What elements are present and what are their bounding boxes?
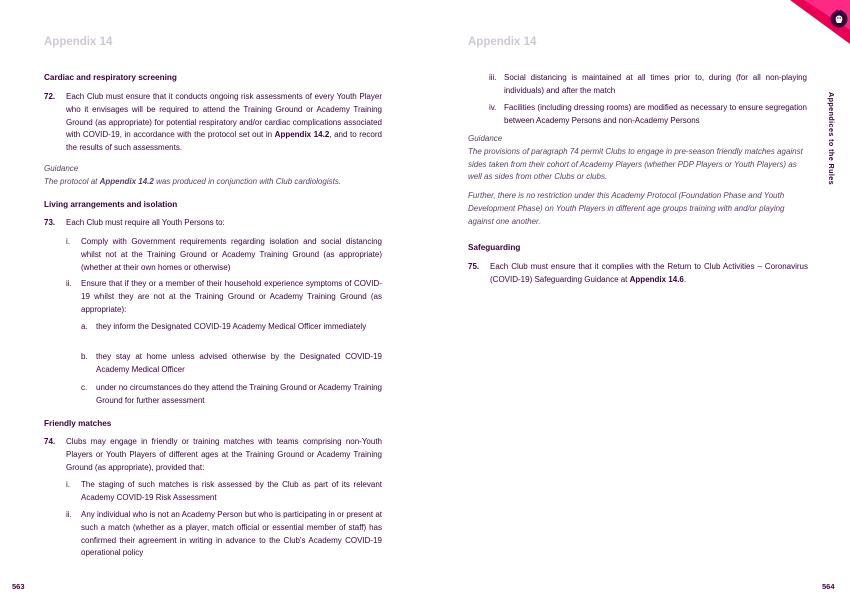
right-page — [425, 0, 850, 603]
paragraph-74-number: 74. — [44, 437, 56, 446]
guidance-label: Guidance — [44, 164, 79, 173]
paragraph-75 — [468, 261, 808, 287]
appendix-14-2-ref: Appendix 14.2 — [274, 130, 330, 140]
item-74-ii: ii. Any individual who is not an Academy Person but who is participating in or present at such a match (whether as a player, match official or essential member of staff) has confirmed their agreement in writing in advance to the Club's Academy COVID-19 operational policy — [66, 510, 382, 558]
safeguarding-section-title: Safeguarding — [468, 243, 521, 252]
paragraph-73-text: Each Club must require all Youth Persons to: — [66, 218, 225, 227]
friendly-guidance — [468, 133, 808, 229]
right-page-number: 564 — [822, 582, 835, 591]
item-73-ii-a: a. they inform the Designated COVID-19 Academy Medical Officer immediately — [81, 322, 367, 331]
paragraph-72-number: 72. — [44, 92, 56, 101]
cardiac-section-title: Cardiac and respiratory screening — [44, 73, 177, 82]
left-appendix-header: Appendix 14 — [44, 36, 113, 48]
friendly-section-title: Friendly matches — [44, 419, 112, 428]
item-73-ii-c: c. under no circumstances do they attend the Training Ground or Academy Training Ground for further assessment — [81, 383, 382, 405]
cardiac-guidance — [44, 163, 382, 189]
paragraph-74-text: Clubs may engage in friendly or training matches with teams comprising non-Youth Players or Youth Players of different ages at the Training Ground or Academy Training Ground (as appropriate), provided that: — [66, 437, 382, 472]
item-74-i: i. The staging of such matches is risk assessed by the Club as part of its relevant Academy COVID-19 Risk Assessment — [66, 480, 382, 502]
paragraph-75-text: Each Club must ensure that it complies with the Return to Club Activities – Coronavirus (COVID-19) Safeguarding Guidance at Appendix 14.6. — [490, 262, 808, 284]
paragraph-73 — [44, 217, 382, 230]
guidance-text: The protocol at Appendix 14.2 was produced in conjunction with Club cardiologists. — [44, 176, 342, 186]
paragraph-74 — [44, 436, 382, 474]
item-74-iii: iii. Social distancing is maintained at all times prior to, during (for all non-playing individuals) and after the match — [489, 73, 807, 95]
paragraph-72 — [44, 91, 382, 155]
guidance-paragraph-2: Further, there is no restriction under this Academy Protocol (Foundation Phase and Youth Development Phase) on Youth Players in different age groups training with and/or playing against one another. — [468, 191, 785, 226]
appendices-side-label: Appendices to the Rules — [827, 92, 836, 186]
guidance-paragraph-1: The provisions of paragraph 74 permit Clubs to engage in pre-season friendly matches against sides taken from their cohort of Academy Players (whether PDP Players or Youth Players) as well as sides from other Clubs or clubs. — [468, 146, 803, 182]
paragraph-73-number: 73. — [44, 218, 56, 227]
paragraph-75-number: 75. — [468, 262, 480, 271]
appendix-14-6-ref: Appendix 14.6 — [629, 274, 684, 284]
item-73-ii: ii. Ensure that if they or a member of their household experience symptoms of COVID-19 whilst they are not at the Training Ground or Academy Training Ground (as appropriate): — [66, 279, 382, 314]
right-appendix-header: Appendix 14 — [468, 36, 537, 48]
paragraph-72-text: Each Club must ensure that it conducts ongoing risk assessments of every Youth Player who it envisages will be required to attend the Training Ground or Academy Training Ground (as appropriate) for potential respiratory and/or cardiac complications associated with COVID-19, in accordance with the protocol set out in Appendix 14.2, and to record the results of such assessments. — [66, 92, 382, 153]
item-74-iv: iv. Facilities (including dressing rooms) are modified as necessary to ensure segregation between Academy Persons and non-Academy Persons — [489, 103, 807, 125]
left-page-number: 563 — [12, 582, 25, 591]
item-73-i: i. Comply with Government requirements regarding isolation and social distancing whilst not at the Training Ground or Academy Training Ground (as appropriate) (whether at their own homes or otherwise) — [66, 237, 382, 272]
living-section-title: Living arrangements and isolation — [44, 200, 178, 209]
corner-decoration — [760, 0, 850, 44]
guidance-label: Guidance — [468, 134, 503, 143]
item-73-ii-b: b. they stay at home unless advised otherwise by the Designated COVID-19 Academy Medical Officer — [81, 352, 382, 374]
